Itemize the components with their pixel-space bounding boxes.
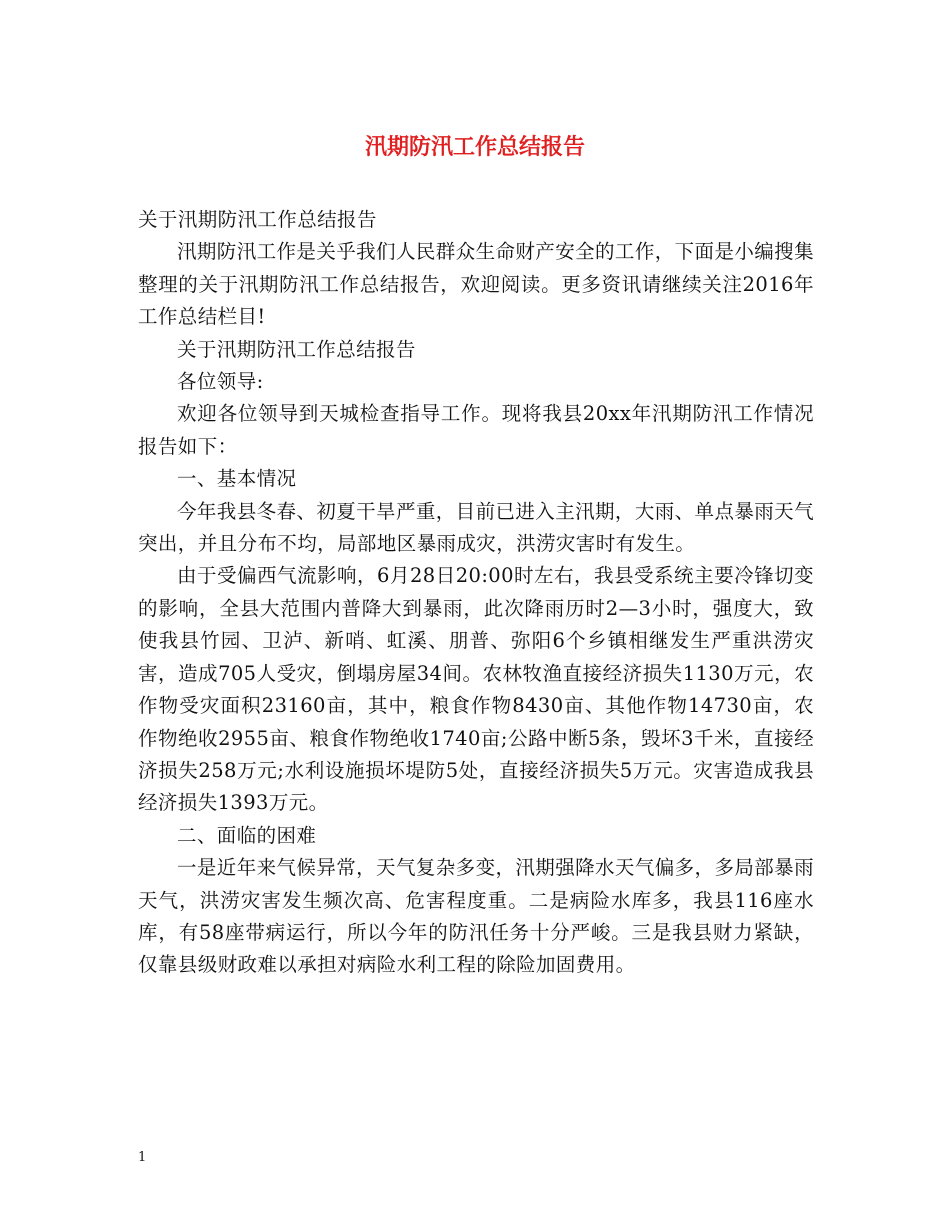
- page-number: 1: [138, 1150, 147, 1165]
- document-body: [138, 204, 814, 982]
- salutation: 各位领导:: [177, 370, 264, 394]
- welcome-paragraph: 欢迎各位领导到天城检查指导工作。现将我县20xx年汛期防汛工作情况报告如下：: [138, 402, 814, 458]
- damage-details-paragraph: 由于受偏西气流影响，6月28日20:00时左右，我县受系统主要冷锋切变的影响，全县大范围内普降大到暴雨，此次降雨历时2—3小时，强度大，致使我县竹园、卫泸、新哨、虹溪、朋普、弥阳6个乡镇相继发生严重洪涝灾害，造成705人受灾，倒塌房屋34间。农林牧渔直接经济损失1130万元，农作物受灾面积23160亩，其中，粮食作物8430亩、其他作物14730亩，农作物绝收2955亩、粮食作物绝收1740亩;公路中断5条，毁坏3千米，直接经济损失258万元;水利设施损坏堤防5处，直接经济损失5万元。灾害造成我县经济损失1393万元。: [138, 564, 814, 815]
- section-heading-basic: 一、基本情况: [177, 467, 297, 491]
- report-heading: 关于汛期防汛工作总结报告: [177, 337, 416, 361]
- document-title: 汛期防汛工作总结报告: [364, 134, 585, 160]
- difficulties-paragraph: 一是近年来气候异常，天气复杂多变，汛期强降水天气偏多，多局部暴雨天气，洪涝灾害发生频次高、危害程度重。二是病险水库多，我县116座水库，有58座带病运行，所以今年的防汛任务十分严峻。三是我县财力紧缺，仅靠县级财政难以承担对病险水利工程的除险加固费用。: [138, 856, 814, 977]
- intro-paragraph: 汛期防汛工作是关乎我们人民群众生命财产安全的工作，下面是小编搜集整理的关于汛期防汛工作总结报告，欢迎阅读。更多资讯请继续关注2016年工作总结栏目!: [138, 240, 814, 329]
- section-heading-difficulties: 二、面临的困难: [177, 823, 317, 847]
- basic-situation-paragraph: 今年我县冬春、初夏干旱严重，目前已进入主汛期，大雨、单点暴雨天气突出，并且分布不均，局部地区暴雨成灾，洪涝灾害时有发生。: [138, 499, 814, 556]
- subtitle-paragraph: 关于汛期防汛工作总结报告: [138, 208, 377, 231]
